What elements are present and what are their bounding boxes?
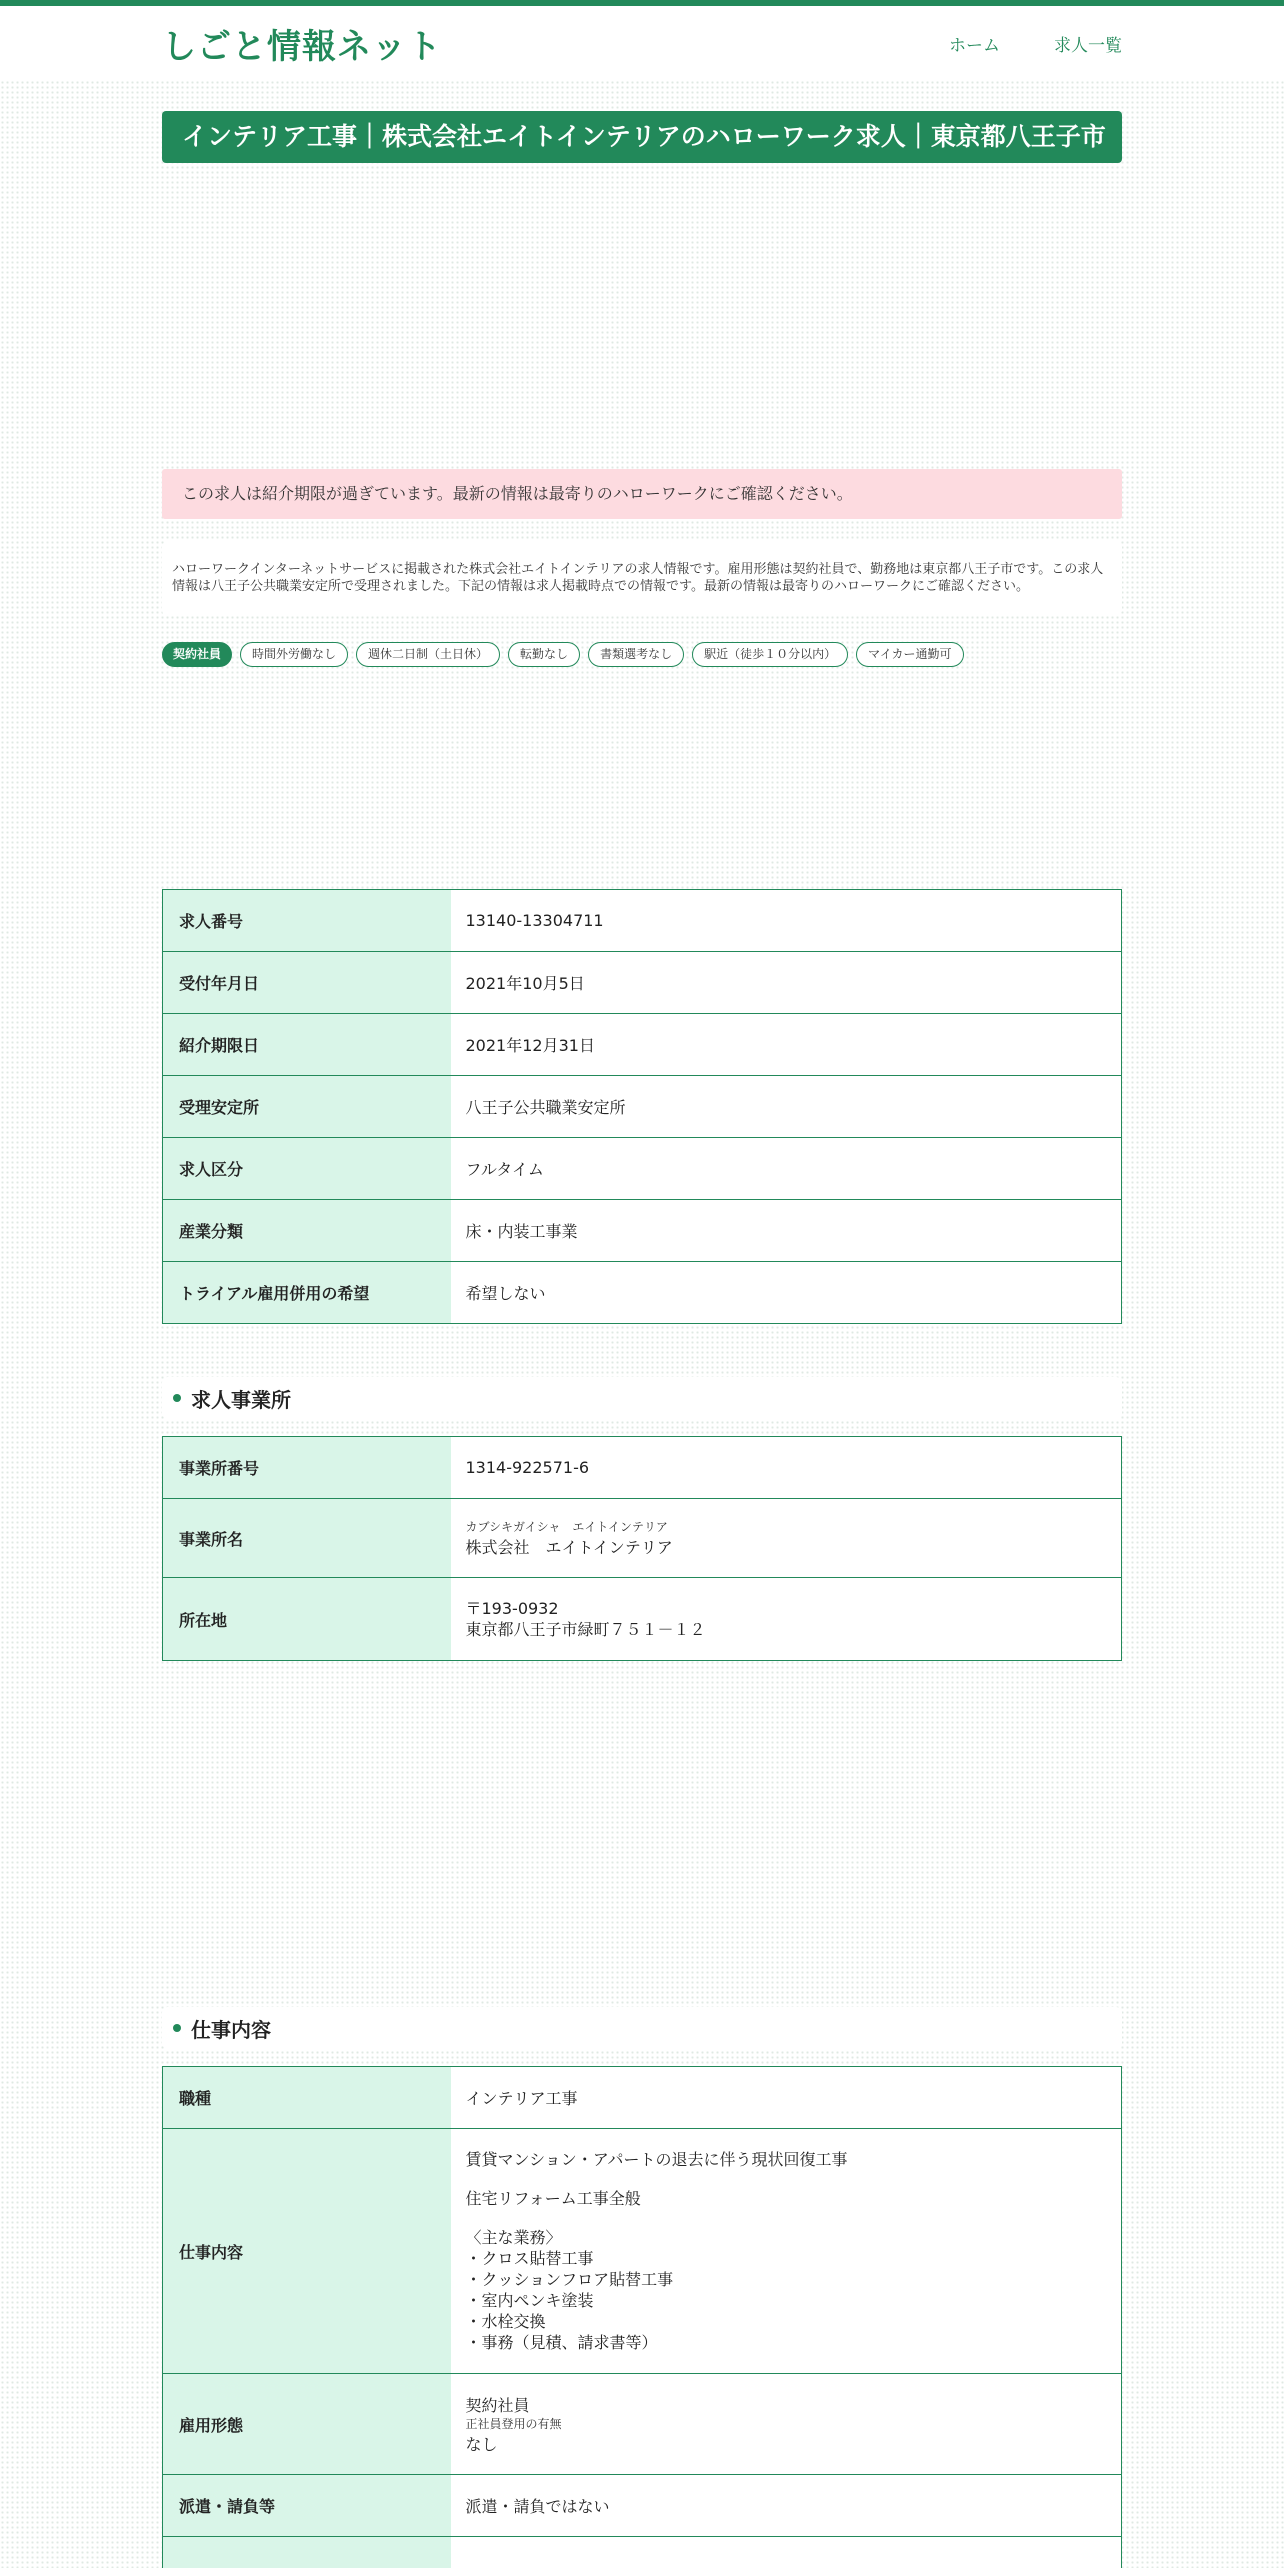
job-section-title: 仕事内容 <box>191 2017 271 2042</box>
office-info-table <box>162 1436 1122 1661</box>
table-row <box>163 1262 1122 1324</box>
bullet-dot-icon <box>173 1394 181 1402</box>
office-section-heading <box>162 1377 1122 1419</box>
feature-tags <box>162 642 1122 667</box>
table-row <box>163 890 1122 952</box>
job-info-table <box>162 2066 1122 2568</box>
tag-car-commute-ok[interactable]: マイカー通勤可 <box>856 642 963 667</box>
job-content-line: ・水栓交換 <box>465 2312 546 2331</box>
nav-job-list-link[interactable]: 求人一覧 <box>1054 35 1122 56</box>
table-label: 産業分類 <box>163 1200 451 1262</box>
table-value: 13140-13304711 <box>451 890 1122 952</box>
ad-space-top <box>162 163 1122 469</box>
table-row <box>163 2374 1122 2475</box>
table-row <box>163 1014 1122 1076</box>
table-value: 2021年10月5日 <box>451 952 1122 1014</box>
ad-space-lower <box>162 1661 1122 2007</box>
table-row <box>163 2129 1122 2374</box>
expired-notice: この求人は紹介期限が過ぎています。最新の情報は最寄りのハローワークにご確認ください。 <box>162 469 1122 519</box>
tag-no-document-screening[interactable]: 書類選考なし <box>588 642 684 667</box>
table-label: 受付年月日 <box>163 952 451 1014</box>
main-content <box>162 111 1122 2568</box>
table-value: 2021年12月31日 <box>451 1014 1122 1076</box>
table-row <box>163 2067 1122 2129</box>
table-value: 希望しない <box>451 1262 1122 1324</box>
table-label: 求人区分 <box>163 1138 451 1200</box>
bullet-dot-icon <box>173 2024 181 2032</box>
page-title: インテリア工事｜株式会社エイトインテリアのハローワーク求人｜東京都八王子市 <box>162 111 1122 163</box>
table-label: 求人番号 <box>163 890 451 952</box>
office-address-cell <box>451 1578 1122 1661</box>
occupation-value: インテリア工事 <box>451 2067 1122 2129</box>
job-section-heading <box>162 2007 1122 2049</box>
table-row <box>163 952 1122 1014</box>
office-number-value: 1314-922571-6 <box>451 1437 1122 1499</box>
job-content-line: ・クッションフロア貼替工事 <box>465 2270 674 2289</box>
ad-space-middle <box>162 667 1122 889</box>
table-value: フルタイム <box>451 1138 1122 1200</box>
table-row <box>163 1437 1122 1499</box>
table-row <box>163 2475 1122 2537</box>
table-label: トライアル雇用併用の希望 <box>163 1262 451 1324</box>
table-label: 派遣・請負等 <box>163 2475 451 2537</box>
table-row <box>163 1076 1122 1138</box>
table-label: 雇用形態 <box>163 2374 451 2475</box>
table-row <box>163 1578 1122 1661</box>
postal-code: 〒193-0932 <box>465 1599 559 1618</box>
spacer <box>162 2049 1122 2066</box>
table-value: 床・内装工事業 <box>451 1200 1122 1262</box>
tag-two-day-weekend[interactable]: 週休二日制（土日休） <box>356 642 500 667</box>
table-label: 職種 <box>163 2067 451 2129</box>
table-label: 受理安定所 <box>163 1076 451 1138</box>
regular-employee-value: なし <box>465 2435 498 2454</box>
regular-employee-label: 正社員登用の有無 <box>465 2417 562 2431</box>
table-label: 事業所番号 <box>163 1437 451 1499</box>
job-content-line: ・事務（見積、請求書等） <box>465 2333 658 2352</box>
job-intro-text: ハローワークインターネットサービスに掲載された株式会社エイトインテリアの求人情報です。雇用形態は契約社員で、勤務地は東京都八王子市です。この求人情報は八王子公共職業安定所で受理されました。下記の情報は求人掲載時点での情報です。最新の情報は最寄りのハローワークにご確認ください。 <box>162 541 1122 616</box>
job-content-line: ・クロス貼替工事 <box>465 2249 594 2268</box>
table-row <box>163 2537 1122 2568</box>
tag-near-station[interactable]: 駅近（徒歩１０分以内） <box>692 642 848 667</box>
table-value: 八王子公共職業安定所 <box>451 1076 1122 1138</box>
office-name-kana: カブシキガイシャ エイトインテリア <box>465 1519 668 1534</box>
dispatch-value: 派遣・請負ではない <box>451 2475 1122 2537</box>
tag-no-overtime[interactable]: 時間外労働なし <box>240 642 348 667</box>
table-label: 所在地 <box>163 1578 451 1661</box>
table-label: 紹介期限日 <box>163 1014 451 1076</box>
table-row <box>163 1499 1122 1578</box>
site-header <box>0 6 1284 80</box>
table-label: 仕事内容 <box>163 2129 451 2374</box>
office-name-cell <box>451 1499 1122 1578</box>
main-nav <box>949 31 1122 56</box>
job-content-cell <box>451 2129 1122 2374</box>
office-section-title: 求人事業所 <box>191 1387 291 1412</box>
basic-info-table <box>162 889 1122 1324</box>
table-row <box>163 1138 1122 1200</box>
employment-cell <box>451 2374 1122 2475</box>
site-logo[interactable]: しごと情報ネット <box>162 26 442 67</box>
job-content-line: ・室内ペンキ塗装 <box>465 2291 594 2310</box>
tag-no-transfer[interactable]: 転勤なし <box>508 642 580 667</box>
table-row <box>163 1200 1122 1262</box>
tag-contract-employee[interactable]: 契約社員 <box>162 642 232 667</box>
job-content-line: 〈主な業務〉 <box>465 2228 562 2247</box>
table-value <box>451 2537 1122 2568</box>
employment-value: 契約社員 <box>465 2396 530 2415</box>
office-name-value: 株式会社 エイトインテリア <box>465 1537 673 1557</box>
job-content-line: 賃貸マンション・アパートの退去に伴う現状回復工事 <box>465 2150 848 2169</box>
nav-home-link[interactable]: ホーム <box>949 35 1000 56</box>
spacer <box>162 1419 1122 1436</box>
table-label <box>163 2537 451 2568</box>
address-value: 東京都八王子市緑町７５１－１２ <box>465 1620 706 1639</box>
table-label: 事業所名 <box>163 1499 451 1578</box>
spacer <box>162 1324 1122 1377</box>
job-content-line: 住宅リフォーム工事全般 <box>465 2189 641 2208</box>
